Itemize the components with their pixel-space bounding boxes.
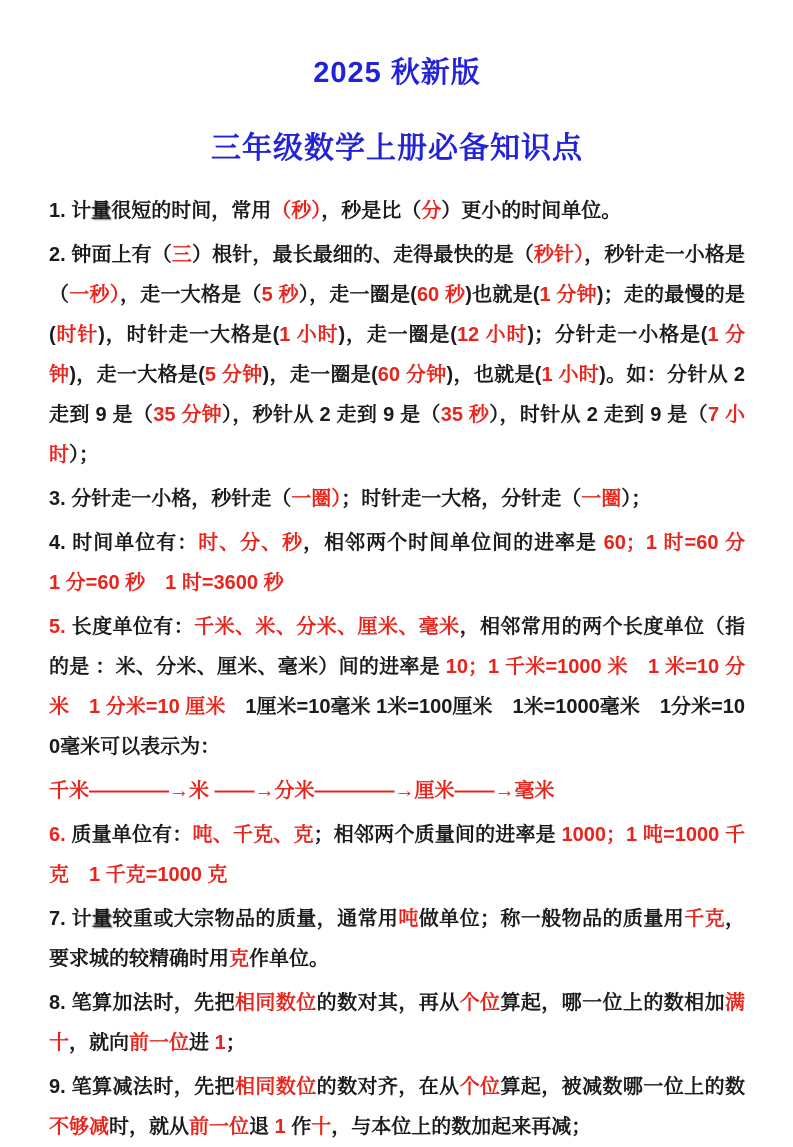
highlighted-text: 相同数位 [235,992,317,1014]
highlighted-text: 5 秒 [261,284,299,306]
highlighted-text: 个位 [459,992,501,1014]
body-text: 4. 时间单位有： [49,532,199,554]
highlighted-text: 1 小时 [279,324,339,346]
highlighted-text: 吨 [398,908,419,930]
body-text: )；走的最慢的是( [49,284,746,346]
highlighted-text: 克 [229,948,249,970]
body-text: 退 [249,1116,275,1138]
body-text: 的数对其，再从 [316,992,460,1014]
knowledge-point-8 [49,983,745,1063]
highlighted-text: 分 [421,200,442,222]
body-text: ，要求城的较精确时用 [49,908,746,970]
highlighted-text: 个位 [459,1076,501,1098]
knowledge-point-3 [49,479,745,519]
highlighted-text: 不够减 [49,1116,109,1138]
body-text: 进 [189,1032,215,1054]
body-text: ），走一圈是( [298,284,417,306]
highlighted-text: 5. [49,616,66,638]
knowledge-point-4 [49,523,765,603]
highlighted-text: 6. [49,824,66,846]
highlighted-text: 一秒） [69,284,120,306]
highlighted-text: 千米————→米 ——→分米————→厘米——→毫米 [49,780,555,802]
document-title-main: 三年级数学上册必备知识点 [211,132,583,165]
smudged-text: 量 [91,200,112,222]
highlighted-text: 1 分钟 [539,284,597,306]
body-text: 作 [285,1116,312,1138]
knowledge-point-9 [49,1067,745,1147]
body-text: ）； [69,444,99,466]
body-text: )，也就是( [446,364,542,386]
body-text: ）更小的时间单位。 [441,200,622,222]
body-text: 9. 笔算减法时，先把 [49,1076,235,1098]
body-text: ，秒是比（ [321,200,422,222]
body-text: 2. 钟面上有（ [49,244,172,266]
body-text: ）根针，最长最细的、走得最快的是（ [192,244,534,266]
body-text: ），秒针从 2 走到 9 是（ [222,404,441,426]
body-text: 3. 分针走一小格，秒针走（ [49,488,292,510]
knowledge-point-6 [49,815,745,895]
length-unit-chain [49,771,745,811]
body-text: 做单位；称一般物品的质量用 [418,908,685,930]
body-text: 长度单位有： [65,616,195,638]
body-text: 算起，哪一位上的数相加 [500,992,726,1014]
highlighted-text: 5 分钟 [204,364,263,386]
highlighted-text: 60 秒 [416,284,466,306]
highlighted-text: 前一位 [189,1116,249,1138]
highlighted-text: 1 小时 [541,364,600,386]
highlighted-text: 千克 [684,908,726,930]
highlighted-text: 满十 [49,992,746,1054]
highlighted-text: 时针 [55,324,99,346]
knowledge-point-7 [49,899,745,979]
highlighted-text: 1 分钟 [49,324,746,386]
body-text: 1. 计 [49,200,92,222]
highlighted-text: 秒针） [533,244,585,266]
body-text: 时，就从 [109,1116,189,1138]
body-text: 7. 计 [49,908,93,930]
highlighted-text: 35 秒 [440,404,490,426]
body-text: 质量单位有： [65,824,193,846]
highlighted-text: 60；1 时=60 分 1 分=60 秒 1 时=3600 秒 [49,532,765,594]
highlighted-text: 35 分钟 [153,404,223,426]
highlighted-text: 时、分、秒 [198,532,304,554]
body-text: )，走一圈是( [338,324,457,346]
highlighted-text: 1000；1 吨=1000 千克 1 千克=1000 克 [49,824,746,886]
highlighted-text: （秒） [271,200,322,222]
body-text: ； [225,1032,246,1054]
body-text: 很短的时间，常用 [111,200,272,222]
body-text: )，走一圈是( [262,364,378,386]
highlighted-text: 12 小时 [456,324,528,346]
highlighted-text: 十 [311,1116,332,1138]
body-text: 算起，被减数哪一位上的数 [500,1076,746,1098]
body-text: ，相邻两个时间单位间的进率是 [303,532,604,554]
body-text: ；时针走一大格，分针走（ [341,488,582,510]
knowledge-point-5 [49,607,745,767]
highlighted-text: 千米、米、分米、厘米、毫米 [194,616,460,638]
body-text: ，就向 [69,1032,129,1054]
body-text: ，走一大格是（ [119,284,262,306]
knowledge-point-1 [49,191,745,231]
body-text: ），时针从 2 走到 9 是（ [489,404,708,426]
highlighted-text: 1 [274,1116,286,1138]
highlighted-text: 吨、千克、克 [192,824,314,846]
highlighted-text: 一圈） [291,488,342,510]
highlighted-text: 三 [171,244,193,266]
body-text: ，相邻常用的两个长度单位（指的是 ：米、分米、厘米、毫米）间的进率是 [49,616,746,678]
body-text: ，秒针走一小格是（ [49,244,746,306]
body-text: )；分针走一小格是( [527,324,708,346]
highlighted-text: 相同数位 [235,1076,317,1098]
highlighted-text: 7 小时 [49,404,745,466]
body-text: 较重或大宗物品的质量，通常用 [112,908,399,930]
body-text: ；相邻两个质量间的进率是 [313,824,562,846]
body-text: ）； [621,488,652,510]
body-text: 8. 笔算加法时，先把 [49,992,235,1014]
highlighted-text: 60 分钟 [377,364,447,386]
highlighted-text: 前一位 [129,1032,189,1054]
body-text: )。如：分针从 2 走到 9 是（ [49,364,745,426]
body-text: 1厘米=10毫米 1米=100厘米 1米=1000毫米 1分米=100毫米可以表示为： [49,696,745,758]
body-text: 的数对齐，在从 [316,1076,460,1098]
body-text: )，时针走一大格是( [98,324,280,346]
highlighted-text: 一圈 [581,488,622,510]
body-text: )，走一大格是( [69,364,205,386]
document-body [49,191,765,1147]
highlighted-text: 10；1 千米=1000 米 1 米=10 分米 1 分米=10 厘米 [49,656,745,718]
document-title-edition: 2025 秋新版 [313,57,481,89]
knowledge-point-2 [49,235,745,475]
highlighted-text: 1 [214,1032,226,1054]
smudged-text: 量 [92,908,113,930]
body-text: )也就是( [465,284,540,306]
body-text: ，与本位上的数加起来再减； [331,1116,592,1138]
body-text: 作单位。 [249,948,329,970]
